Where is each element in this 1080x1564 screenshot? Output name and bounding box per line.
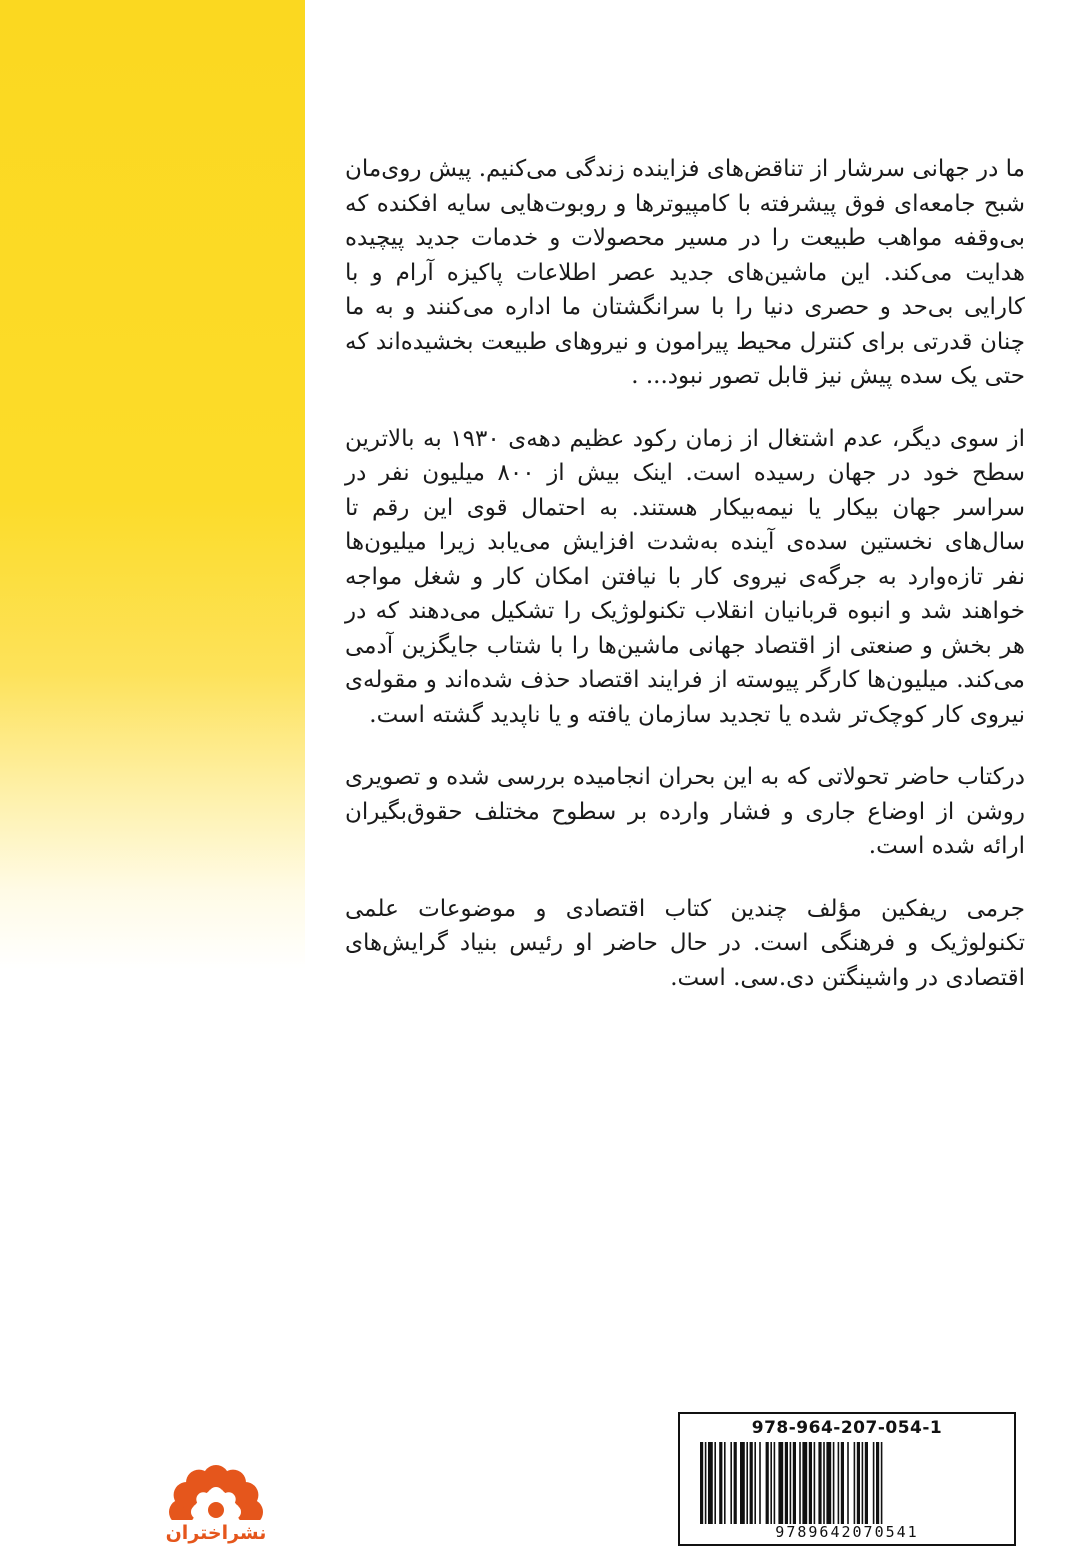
barcode-bar — [746, 1442, 748, 1524]
publisher-logo — [160, 1432, 272, 1564]
barcode-bar — [750, 1442, 753, 1524]
barcode-bar — [770, 1442, 772, 1524]
barcode-bar — [778, 1442, 783, 1524]
logo-center — [208, 1502, 224, 1518]
barcode-bar — [708, 1442, 713, 1524]
barcode-bar — [799, 1442, 801, 1524]
barcode-bar — [876, 1442, 879, 1524]
barcode-bar — [841, 1442, 844, 1524]
barcode-bar — [700, 1442, 703, 1524]
back-cover-text — [345, 152, 1025, 1023]
barcode-bar — [847, 1442, 849, 1524]
barcode-bar — [766, 1442, 769, 1524]
paragraph-2: از سوی دیگر، عدم اشتغال از زمان رکود عظیم دهه‌ی ۱۹۳۰ به بالاترین سطح خود در جهان رسیده است. اینک بیش از ۸۰۰ میلیون نفر در سراسر جهان بیکار یا نیمه‌بیکار هستند. به احتمال قوی این رقم تا سال‌های نخستین سده‌ی آینده به‌شدت افزایش می‌یابد زیرا میلیون‌ها نفر تازه‌وارد به جرگه‌ی نیروی کار با نیافتن امکان کار و شغل مواجه خواهند شد و انبوه قربانیان انقلاب تکنولوژیک را تشکیل می‌دهند که در هر بخش و صنعتی از اقتصاد جهانی ماشین‌ها را با شتاب جایگزین آدمی می‌کند. میلیون‌ها کارگر پیوسته از فرایند اقتصاد حذف شده‌اند و مقوله‌ی نیروی کار کوچک‌تر شده یا تجدید سازمان یافته و یا ناپدید گشته است. — [345, 425, 1025, 728]
barcode-bar — [802, 1442, 807, 1524]
isbn-barcode — [678, 1412, 1016, 1546]
barcode-bar — [873, 1442, 875, 1524]
isbn-digits: 9789642070541 — [775, 1523, 919, 1541]
barcode-bar — [823, 1442, 825, 1524]
logo-inner-ring — [196, 1492, 210, 1506]
publisher-name: نشراختران — [165, 1522, 267, 1544]
barcode-bar — [862, 1442, 864, 1524]
paragraph-3: درکتاب حاضر تحولاتی که به این بحران انجامیده بررسی شده و تصویری روشن از اوضاع جاری و فشار وارده بر سطوح مختلف حقوق‌بگیران ارائه شده است. — [345, 764, 1025, 859]
barcode-bar — [809, 1442, 812, 1524]
barcode-bar — [785, 1442, 788, 1524]
yellow-gradient-band — [0, 0, 305, 1564]
paragraph-4: جرمی ریفکین مؤلف چندین کتاب اقتصادی و موضوعات علمی تکنولوژیک و فرهنگی است. در حال حاضر او رئیس بنیاد گرایش‌های اقتصادی در واشینگتن دی.سی. است. — [345, 895, 1025, 991]
barcode-bar — [719, 1442, 722, 1524]
barcode-bar — [730, 1442, 732, 1524]
barcode-bar — [857, 1442, 860, 1524]
barcode-bar — [826, 1442, 831, 1524]
logo-inner-ring — [227, 1505, 241, 1519]
barcode-bar — [705, 1442, 707, 1524]
barcode-bar — [865, 1442, 868, 1524]
barcode-bar — [774, 1442, 776, 1524]
barcode-bar — [881, 1442, 883, 1524]
logo-inner-ring — [209, 1487, 223, 1501]
barcode-bar — [838, 1442, 840, 1524]
barcode-bar — [793, 1442, 796, 1524]
isbn-label: 978-964-207-054-1 — [751, 1418, 943, 1438]
logo-inner-ring — [222, 1492, 236, 1506]
barcode-bar — [833, 1442, 835, 1524]
barcode-bar — [759, 1442, 761, 1524]
barcode-bar — [818, 1442, 821, 1524]
barcode-bar — [724, 1442, 726, 1524]
barcode-bar — [734, 1442, 737, 1524]
flower-logo-icon — [160, 1432, 272, 1520]
barcode-bar — [854, 1442, 856, 1524]
logo-inner-ring — [191, 1505, 205, 1519]
paragraph-1: ما در جهانی سرشار از تناقض‌های فزاینده زندگی می‌کنیم. پیش روی‌مان شبح جامعه‌ای فوق پیشرفته با کامپیوترها و روبوت‌هایی سایه افکنده که بی‌وقفه مواهب طبیعت را در مسیر محصولات و خدمات جدید پیچیده هدایت می‌کند. این ماشین‌های جدید عصر اطلاعات پاکیزه آرام و با کارایی بی‌حد و حصری دنیا را با سرانگشتان ما اداره می‌کنند و به ما چنان قدرتی برای کنترل محیط پیرامون و نیروهای طبیعت بخشیده‌اند که حتی یک سده پیش نیز قابل تصور نبود... . — [345, 156, 1025, 389]
barcode-bar — [814, 1442, 816, 1524]
barcode-bar — [754, 1442, 756, 1524]
barcode-bar — [714, 1442, 716, 1524]
barcode-bar — [790, 1442, 792, 1524]
barcode-bar — [740, 1442, 745, 1524]
barcode-bars — [700, 1442, 996, 1524]
